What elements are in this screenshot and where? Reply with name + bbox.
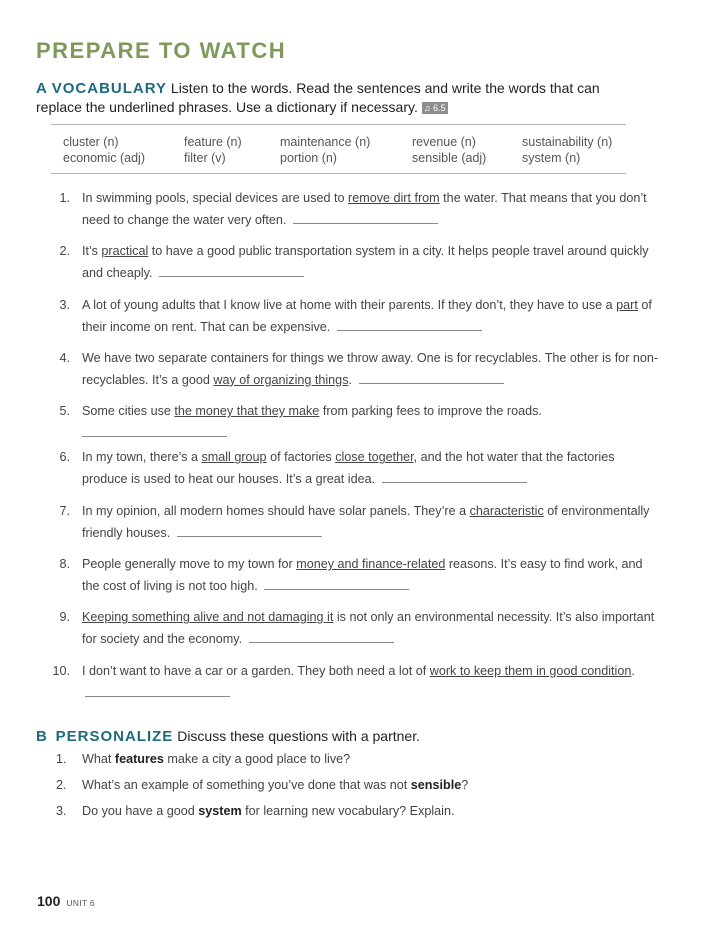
question-item: 7. In my opinion, all modern homes should have solar panels. They’re a characteristic of environmentally friendly houses. (59, 503, 650, 540)
headphones-icon: ♫ (423, 103, 431, 113)
underlined-phrase: work to keep them in good condition (429, 663, 632, 678)
vocab-word: maintenance (n) (280, 135, 371, 149)
underlined-phrase: small group (201, 450, 267, 465)
underlined-phrase: remove dirt from (348, 191, 440, 205)
question-item: 9. Keeping something alive and not damaging it is not only an environmental necessity. It’s also important for society and the economy. (59, 610, 655, 647)
question-item: 6. In my town, there’s a small group of factories close together, and the hot water that the factories produce is used to heat our houses. It’s a great idea. (59, 450, 615, 487)
page-number: 100 (37, 893, 61, 909)
vocab-word: economic (adj) (63, 151, 145, 165)
underlined-phrase: the money that they make (174, 404, 320, 419)
answer-blank[interactable] (82, 422, 227, 437)
question-item: 3. A lot of young adults that I know live at home with their parents. If they don’t, they have to use a part of their income on rent. That can be expensive. (59, 297, 652, 334)
section-a-instructions: Listen to the words. Read the sentences and write the words that can replace the underlined phrases. Use a dictionary if necessary. (36, 80, 600, 115)
word-row (63, 150, 626, 166)
vocab-word: filter (v) (184, 151, 226, 165)
word-row (63, 134, 626, 150)
answer-blank[interactable] (159, 275, 304, 277)
bold-keyword: sensible (410, 778, 462, 793)
bold-keyword: system (198, 804, 242, 819)
question-item: 5. Some cities use the money that they make from parking fees to improve the roads. (52, 400, 662, 437)
vocab-word: cluster (n) (63, 135, 119, 149)
underlined-phrase: part (616, 297, 638, 312)
question-item: 1. In swimming pools, special devices are used to remove dirt from the water. That means that you don’t need to change the water very often. (59, 191, 647, 227)
question-item: 1. What features make a city a good place to live? (56, 752, 351, 766)
page-footer (37, 893, 95, 909)
question-item: 3. Do you have a good system for learning new vocabulary? Explain. (56, 804, 455, 819)
underlined-phrase: money and finance-related (296, 557, 446, 572)
section-b-header (36, 727, 420, 746)
vocab-word: system (n) (522, 151, 581, 165)
question-item: 8. People generally move to my town for money and finance-related reasons. It’s easy to find work, and the cost of living is not too high. (59, 557, 643, 594)
section-a-label: VOCABULARY (51, 80, 168, 97)
section-b-letter: B (36, 728, 48, 745)
vocab-word: sensible (adj) (412, 151, 487, 165)
underlined-phrase: characteristic (469, 503, 544, 518)
answer-blank[interactable] (85, 695, 230, 697)
section-a-letter: A (36, 80, 48, 97)
section-b-instructions: Discuss these questions with a partner. (177, 728, 420, 744)
bold-keyword: features (114, 752, 164, 766)
question-item: 4. We have two separate containers for things we throw away. One is for recyclables. The other is for non-recyclables. It’s a good way of organizing things. (59, 350, 659, 387)
question-item: 2. It’s practical to have a good public transportation system in a city. It helps people travel around quickly and cheaply. (59, 244, 649, 281)
underlined-phrase: Keeping something alive and not damaging it (82, 610, 334, 625)
audio-track-number: 6.5 (433, 103, 446, 113)
personalize-question-list (56, 750, 468, 829)
question-item: 10. I don’t want to have a car or a garden. They both need a lot of work to keep them in good condition. (52, 660, 662, 704)
audio-track-badge[interactable] (422, 102, 448, 114)
unit-label: UNIT 6 (66, 898, 95, 908)
underlined-phrase: practical (101, 244, 149, 259)
section-a-header (36, 79, 646, 117)
vocab-word: revenue (n) (412, 135, 476, 149)
vocab-word: feature (n) (184, 135, 242, 149)
vocabulary-word-box (51, 124, 626, 174)
section-b-label: PERSONALIZE (55, 728, 174, 745)
answer-blank[interactable] (249, 641, 394, 643)
answer-blank[interactable] (382, 481, 527, 483)
question-item: 2. What’s an example of something you’ve done that was not sensible? (56, 778, 469, 793)
answer-blank[interactable] (293, 222, 438, 224)
answer-blank[interactable] (264, 588, 409, 590)
answer-blank[interactable] (337, 329, 482, 331)
vocab-word: portion (n) (280, 151, 337, 165)
page-title: PREPARE TO WATCH (36, 38, 287, 63)
vocabulary-question-list (52, 187, 662, 713)
answer-blank[interactable] (177, 535, 322, 537)
vocab-word: sustainability (n) (522, 135, 613, 149)
underlined-phrase: close together (335, 450, 414, 465)
answer-blank[interactable] (359, 382, 504, 384)
underlined-phrase: way of organizing things (213, 372, 349, 387)
